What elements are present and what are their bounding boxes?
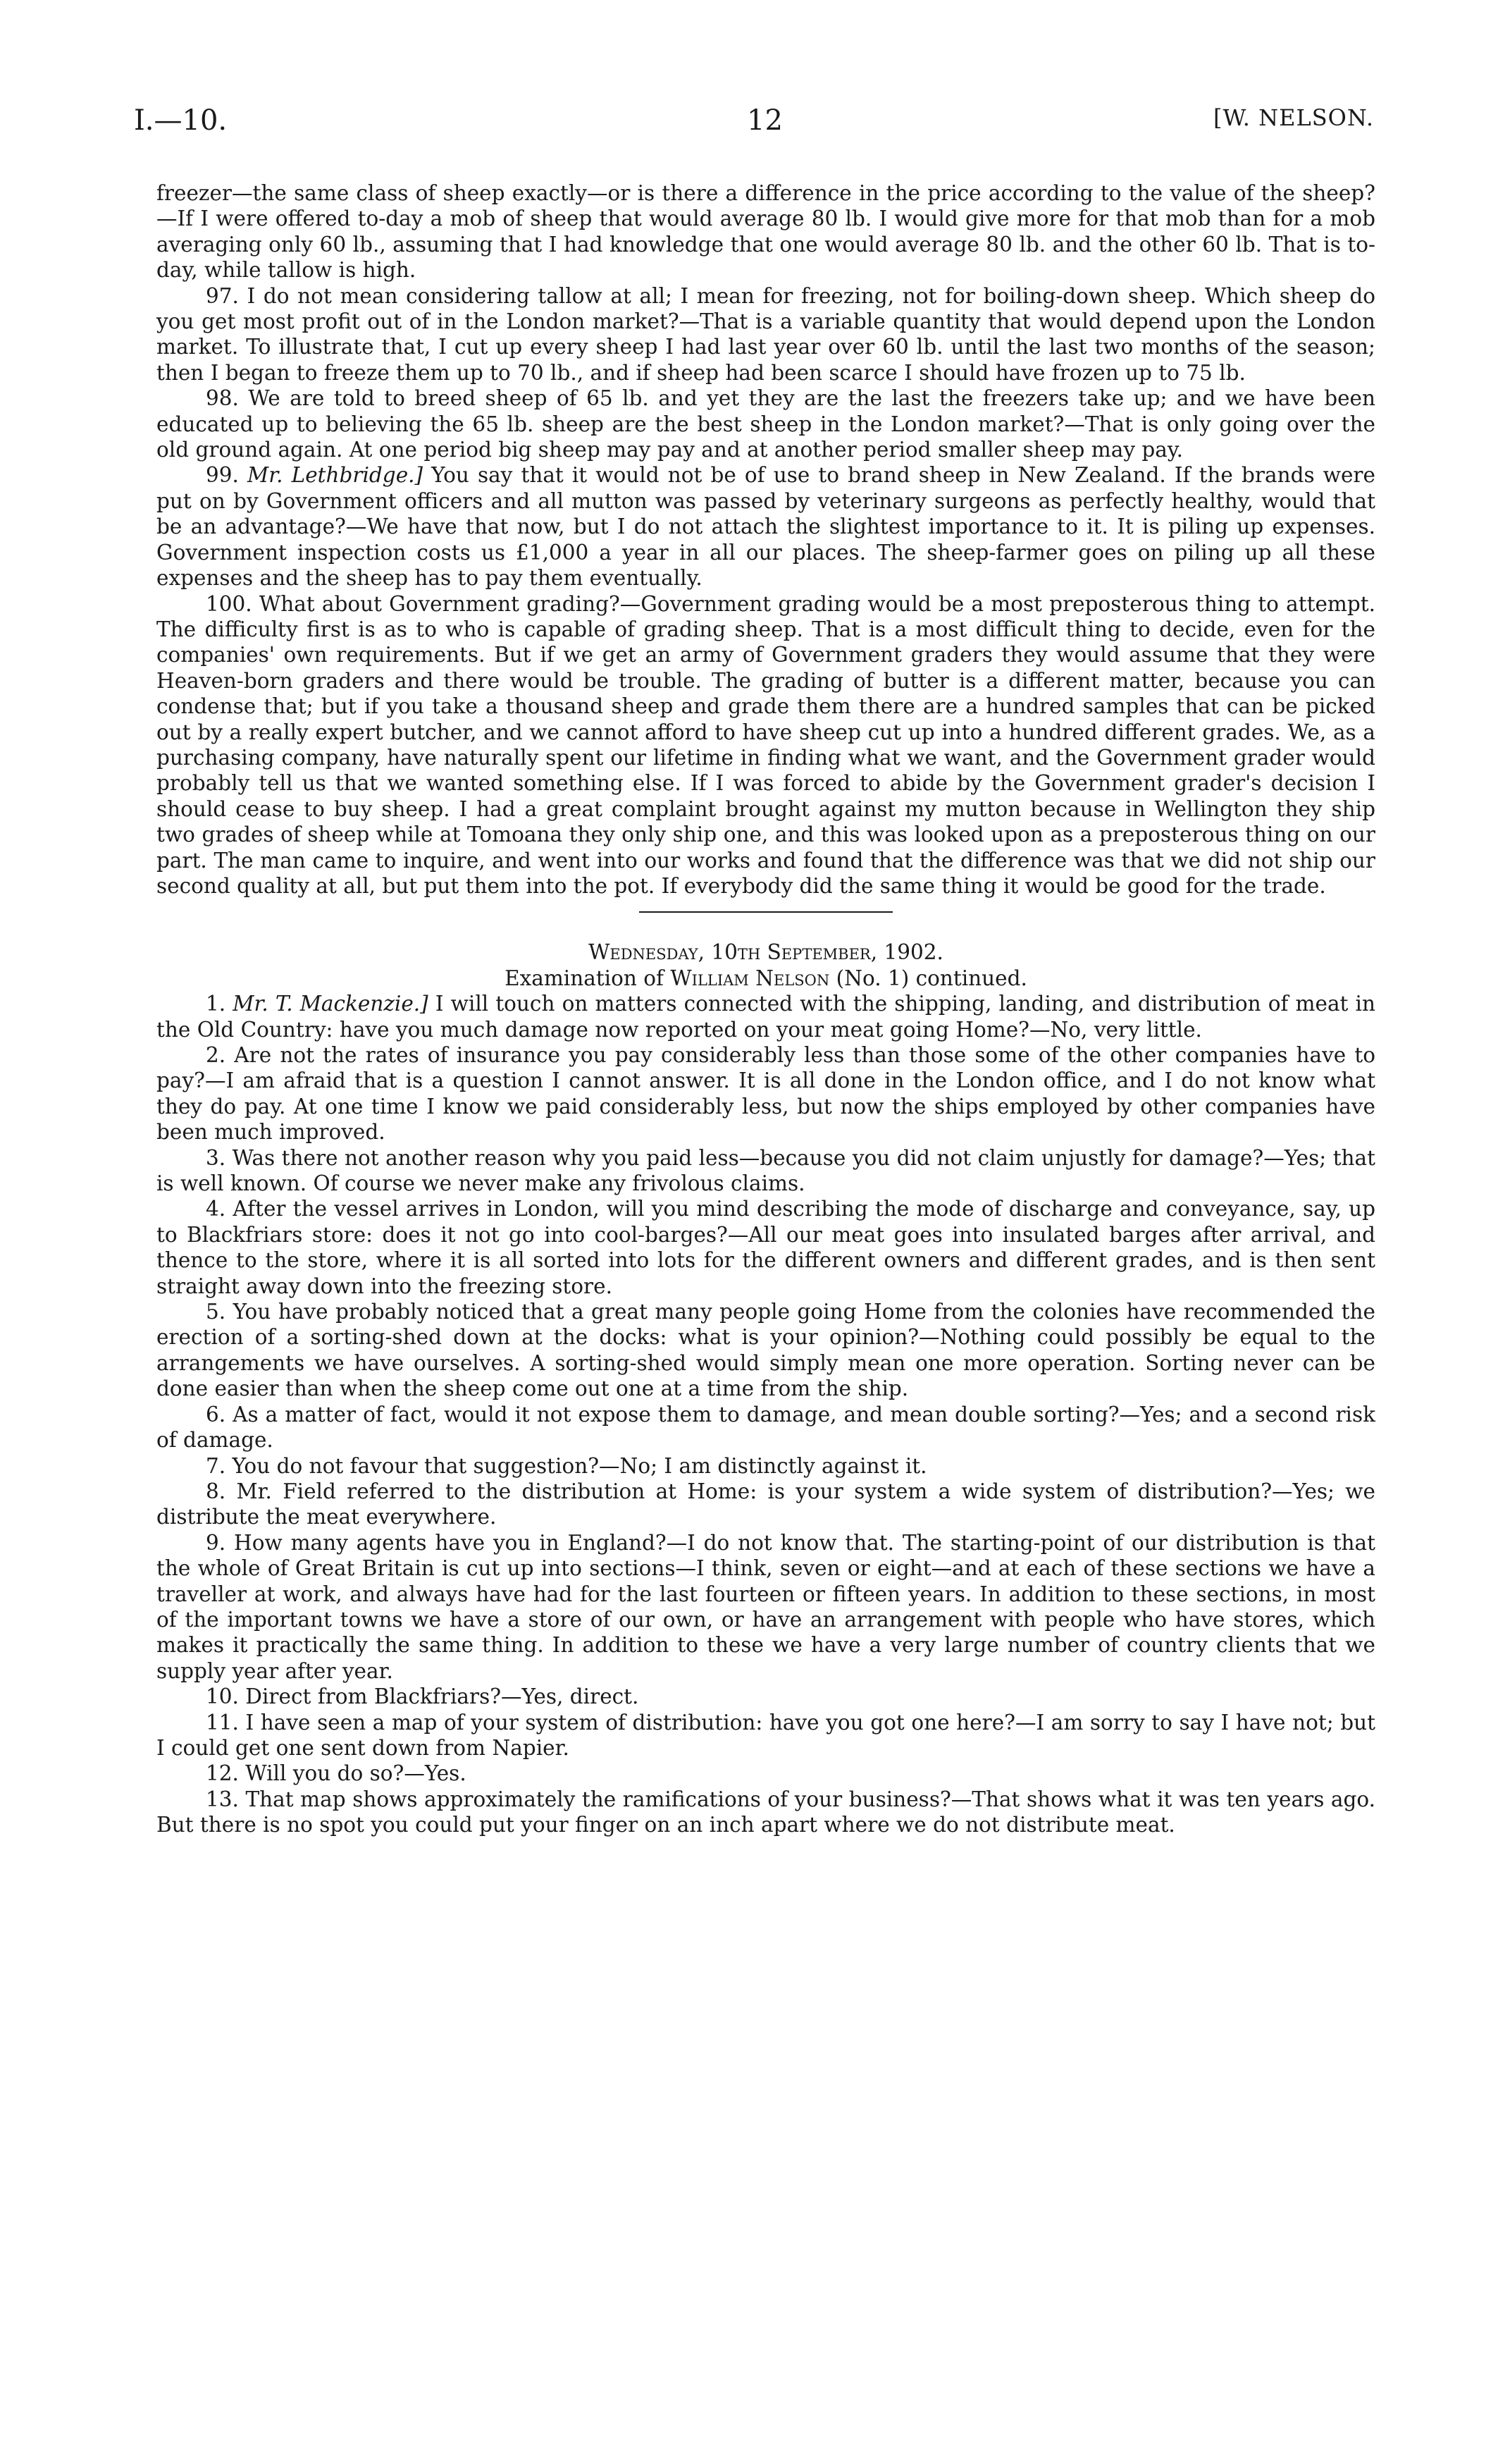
witness-name: [W. NELSON. [1213,104,1374,131]
examination-heading [156,966,1375,991]
paragraph-10: 10. Direct from Blackfriars?—Yes, direct. [206,1684,639,1709]
paragraph-8: 8. Mr. Field referred to the distribution at Home: is your system a wide system of distribution?—Yes; we distribute the meat everywhere. [156,1479,1375,1529]
paragraph-2: 2. Are not the rates of insurance you pay considerably less than those some of the other companies have to pay?—I am afraid that is a question I cannot answer. It is all done in the London office, and I do not know what they do pay. At one time I know we paid considerably less, but now the ships employed by other companies have been much improved. [156,1043,1375,1145]
exam-prefix: Examination of [505,966,664,990]
speaker-name: Mr. Lethbridge.] [247,463,423,488]
paragraph-3: 3. Was there not another reason why you paid less—because you did not claim unjustly for damage?—Yes; that is well known. Of course we never make any frivolous claims. [156,1145,1375,1196]
session-date: Wednesday, 10th September, 1902. [588,940,943,965]
paragraph-99 [156,462,1375,591]
paragraph-11: 11. I have seen a map of your system of distribution: have you got one here?—I am sorry to say I have not; but I could get one sent down from Napier. [156,1710,1375,1760]
section-divider [639,911,893,913]
paragraph-12: 12. Will you do so?—Yes. [206,1761,466,1786]
page-number: 12 [747,104,783,137]
paragraph-5: 5. You have probably noticed that a great many people going Home from the colonies have recommended the erection of a sorting-shed down at the docks: what is your opinion?—Nothing could possibly be equal to the arrangements we have ourselves. A sorting-shed would simply mean one more operation. Sorting never can be done easier than when the sheep come out one at a time from the ship. [156,1300,1375,1401]
question-number: 1. [206,992,226,1016]
paragraph-7: 7. You do not favour that suggestion?—No; I am distinctly against it. [206,1453,927,1478]
paragraph-6: 6. As a matter of fact, would it not expose them to damage, and mean double sorting?—Yes; and a second risk of damage. [156,1402,1375,1453]
exam-suffix: (No. 1) continued. [836,966,1027,990]
report-reference: I.—10. [134,104,228,137]
paragraph-text: You say that it would not be of use to brand sheep in New Zealand. If the brands were put on by Government officers and all mutton was passed by veterinary surgeons as perfectly healthy, would that be an advantage?—We have that now, but I do not attach the slightest importance to it. It is piling up expenses. Government inspection costs us £1,000 a year in all our places. The sheep-farmer goes on piling up all these expenses and the sheep has to pay them eventually. [156,463,1375,591]
exam-witness: William Nelson [670,966,830,990]
paragraph-98: 98. We are told to breed sheep of 65 lb. and yet they are the last the freezers take up; and we have been educated up to believing the 65 lb. sheep are the best sheep in the London market?—That is only going over the old ground again. At one period big sheep may pay and at another period smaller sheep may pay. [156,386,1375,462]
page-body [156,180,1375,1838]
paragraph-13: 13. That map shows approximately the ramifications of your business?—That shows what it was ten years ago. But there is no spot you could put your finger on an inch apart where we do not distribute meat. [156,1787,1375,1837]
paragraph-9: 9. How many agents have you in England?—I do not know that. The starting-point of our distribution is that the whole of Great Britain is cut up into sections—I think, seven or eight—and at each of these sections we have a traveller at work, and always have had for the last fourteen or fifteen years. In addition to these sections, in most of the important towns we have a store of our own, or have an arrangement with people who have stores, which makes it practically the same thing. In addition to these we have a very large number of country clients that we supply year after year. [156,1530,1375,1683]
paragraph-text: I will touch on matters connected with the shipping, landing, and distribution of meat in the Old Country: have you much damage now reported on your meat going Home?—No, very little. [156,992,1375,1042]
question-number: 99. [206,463,239,488]
paragraph-continued: freezer—the same class of sheep exactly—or is there a difference in the price according to the value of the sheep?—If I were offered to-day a mob of sheep that would average 80 lb. I would give more for that mob than for a mob averaging only 60 lb., assuming that I had knowledge that one would average 80 lb. and the other 60 lb. That is to-day, while tallow is high. [156,181,1375,283]
paragraph-1 [156,991,1375,1042]
paragraph-100: 100. What about Government grading?—Government grading would be a most preposterous thing to attempt. The difficulty first is as to who is capable of grading sheep. That is a most difficult thing to decide, even for the companies' own requirements. But if we get an army of Government graders they would assume that they were Heaven-born graders and there would be trouble. The grading of butter is a different matter, because you can condense that; but if you take a thousand sheep and grade them there are a hundred samples that can be picked out by a really expert butcher, and we cannot afford to have sheep cut up into a hundred different grades. We, as a purchasing company, have naturally spent our lifetime in finding what we want, and the Government grader would probably tell us that we wanted something else. If I was forced to abide by the Government grader's decision I should cease to buy sheep. I had a great complaint brought against my mutton because in Wellington they ship two grades of sheep while at Tomoana they only ship one, and this was looked upon as a preposterous thing on our part. The man came to inquire, and went into our works and found that the difference was that we did not ship our second quality at all, but put them into the pot. If everybody did the same thing it would be good for the trade. [156,591,1375,898]
paragraph-4: 4. After the vessel arrives in London, will you mind describing the mode of discharge and conveyance, say, up to Blackfriars store: does it not go into cool-barges?—All our meat goes into insulated barges after arrival, and thence to the store, where it is all sorted into lots for the different owners and different grades, and is then sent straight away down into the freezing store. [156,1197,1375,1298]
page-header [134,104,1374,147]
paragraph-97: 97. I do not mean considering tallow at all; I mean for freezing, not for boiling-down sheep. Which sheep do you get most profit out of in the London market?—That is a variable quantity that would depend upon the London market. To illustrate that, I cut up every sheep I had last year over 60 lb. until the last two months of the season; then I began to freeze them up to 70 lb., and if sheep had been scarce I should have frozen up to 75 lb. [156,283,1375,385]
speaker-name: Mr. T. Mackenzie.] [233,992,428,1016]
